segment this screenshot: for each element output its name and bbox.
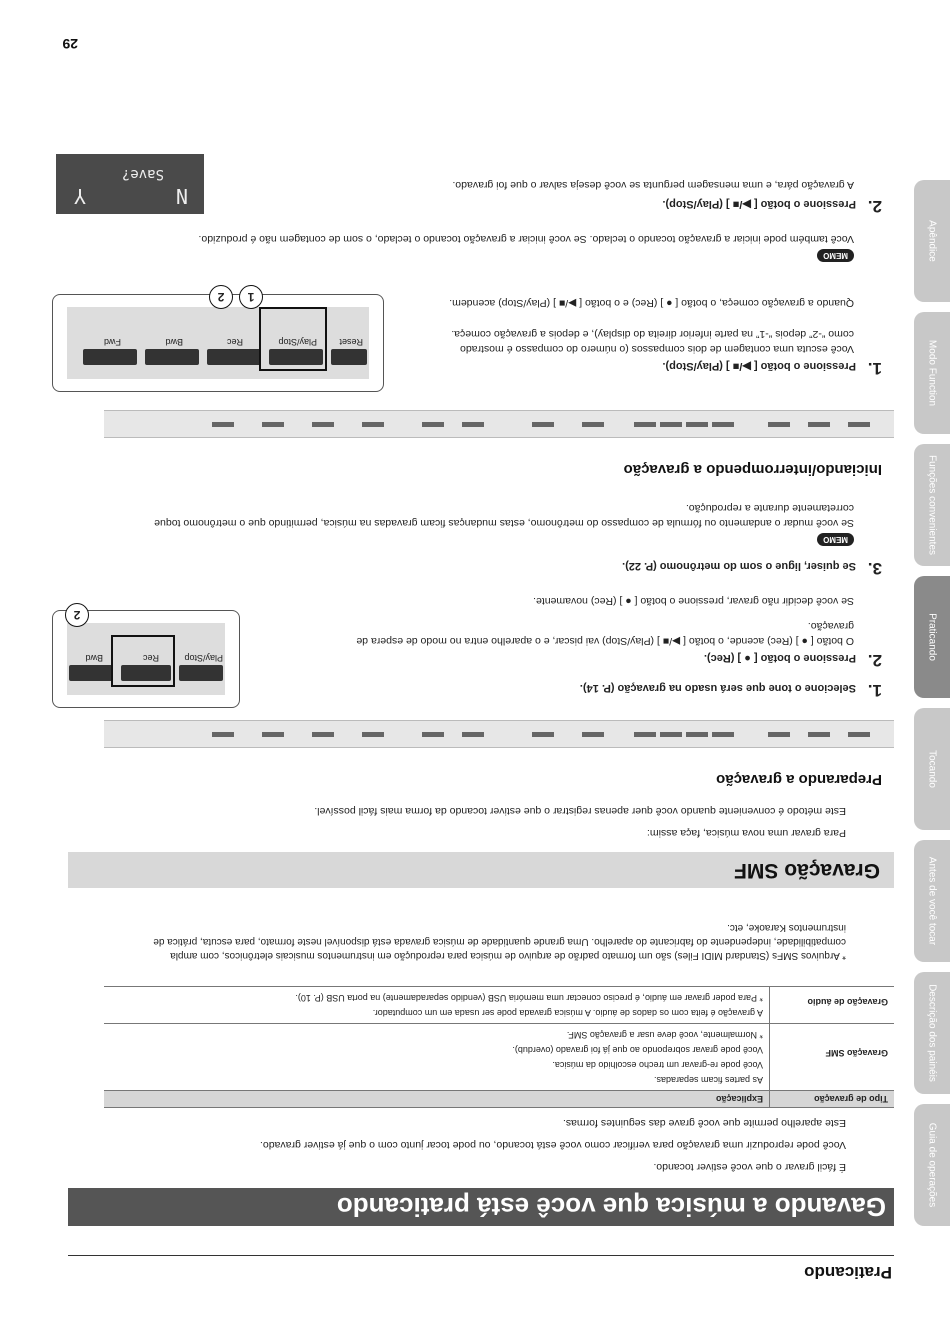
start-step-2: [552, 196, 882, 216]
play-stop-label: Play/Stop: [278, 337, 317, 347]
start-step-1-body2: Quando a gravação começa, o botão [ ● ] (Rec) e o botão [ ▶/■ ] (Play/Stop) acendem.: [449, 297, 854, 309]
prep-memo-badge: [817, 532, 854, 550]
side-tab-antes[interactable]: [914, 840, 950, 962]
prep-step-2: [552, 650, 882, 670]
step-number: 2.: [867, 651, 882, 670]
prep-callout: [52, 610, 240, 708]
prep-heading: Preparando a gravação: [716, 771, 882, 788]
recording-types-table: [104, 986, 894, 1108]
lcd-no-option: N: [175, 184, 188, 208]
side-tab-label: Descrição dos painéis: [926, 984, 938, 1082]
side-tab-label: Apêndice: [926, 220, 938, 262]
smf-footnote: * Arquivos SMFs (Standard MIDI Files) são um formato padrão de arquivo de música para reprodução em instrumentos musicais eletrônicos, com ampla compatibilidade, independente do fabricante do aparelho. Uma grande quantidade de música gravada está disponível neste formato, para escuta, prática de instrumentos Karaoke, etc.: [153, 922, 846, 961]
side-tab-label: Tocando: [926, 750, 938, 788]
rec-key[interactable]: [207, 349, 261, 365]
start-step-2-body: A gravação pára, e uma mensagem pergunta se você deseja salvar o que foi gravado.: [452, 179, 854, 191]
intro-line-3: Este aparelho permite que você grave das seguintes formas.: [562, 1117, 846, 1129]
side-tab-descricao[interactable]: [914, 972, 950, 1094]
step-text: Selecione o tone que será usado na gravação (P. 14).: [579, 682, 856, 694]
side-tab-guia[interactable]: [914, 1104, 950, 1226]
panel-button: [422, 422, 444, 427]
chapter-heading: Praticando: [804, 1263, 892, 1282]
side-tab-apendice[interactable]: [914, 180, 950, 302]
lcd-save-prompt: Save?: [121, 166, 164, 182]
panel-button: [312, 732, 334, 737]
side-tab-label: Modo Function: [926, 339, 938, 407]
reset-key[interactable]: [331, 349, 367, 365]
reset-label: Reset: [339, 337, 363, 347]
panel-strip-start: [104, 410, 894, 438]
smf-intro-line-2: Este método é conveniente quando você quer apenas registrar o que estiver tocando da forma mais fácil possível.: [314, 805, 846, 817]
explanation-line: * Normalmente, você deve usar a gravação SMF.: [566, 1030, 763, 1040]
side-tab-label: Antes de você tocar: [926, 856, 938, 946]
panel-button: [848, 732, 870, 737]
explanation-line: Você pode re-gravar um trecho escolhido da música.: [552, 1060, 763, 1070]
memo-badge: MEMO: [817, 249, 854, 262]
panel-button: [462, 422, 484, 427]
panel-button: [582, 422, 604, 427]
memo-badge: MEMO: [817, 533, 854, 546]
smf-section-title: Gravação SMF: [68, 852, 894, 888]
step-number: 3.: [867, 559, 882, 578]
explanation-line: Você pode gravar sobrepondo ao que já foi gravado (overdub).: [512, 1045, 763, 1055]
bwd-key[interactable]: [145, 349, 199, 365]
start-callout: [52, 290, 384, 392]
smf-intro-line-1: Para gravar uma nova música, faça assim:: [647, 827, 846, 839]
panel-strip-prep: [104, 720, 894, 748]
explanation-line: As partes ficam separadas.: [653, 1075, 763, 1085]
panel-button: [634, 732, 656, 737]
panel-button: [422, 732, 444, 737]
table-cell-explanation: [104, 1024, 770, 1091]
side-tab-label: Funções convenientes: [926, 454, 938, 556]
step-text: Pressione o botão [ ▶/■ ] (Play/Stop).: [662, 198, 856, 210]
side-tab-function[interactable]: [914, 312, 950, 434]
table-header-row: [104, 1091, 894, 1108]
lcd-yes-option: Y: [74, 184, 87, 208]
rec-label: Rec: [226, 337, 243, 347]
prep-memo-text: Se você mudar o andamento ou fórmula de compasso do metrônomo, estas mudanças ficam gravadas na música, permitindo que o metrônomo toque corretamente durante a reprodução.: [154, 502, 854, 529]
prep-step-2-body2: Se você decidir não gravar, pressione o botão [ ● ] (Rec) novamente.: [533, 595, 854, 607]
prep-step-2-body: O botão [ ● ] (Rec) acende, o botão [ ▶/■ ] (Play/Stop) vai piscar, e o aparelho entra no modo de espera de gravação.: [356, 620, 854, 647]
intro-line-2: Você pode reproduzir uma gravação para verificar como você está tocando, ou pode tocar junto com o que já estiver gravado.: [259, 1139, 846, 1151]
table-row: [104, 987, 894, 1024]
bwd-label: Bwd: [165, 337, 183, 347]
panel-button: [262, 732, 284, 737]
start-memo-text: Você também pode iniciar a gravação tocando o teclado. Se você iniciar a gravação tocando o teclado, o som de contagem não é produzido.: [198, 233, 854, 245]
side-tab-tocando[interactable]: [914, 708, 950, 830]
bwd-label: Bwd: [85, 653, 103, 663]
panel-button: [212, 732, 234, 737]
table-header: Tipo de gravação: [770, 1091, 895, 1108]
panel-button: [768, 732, 790, 737]
panel-button: [660, 732, 682, 737]
fwd-label: Fwd: [103, 337, 121, 347]
table-cell-mode: Gravação SMF: [770, 1024, 895, 1091]
start-step-1: [552, 358, 882, 378]
side-tab-label: Praticando: [926, 613, 938, 661]
callout-number-2: 2: [209, 285, 233, 309]
panel-button: [634, 422, 656, 427]
header-rule: [68, 1255, 894, 1256]
panel-button: [532, 732, 554, 737]
intro-line-1: É fácil gravar o que você estiver tocando.: [653, 1161, 846, 1173]
step-number: 1.: [867, 359, 882, 378]
step-text: Pressione o botão [ ● ] (Rec).: [703, 652, 856, 664]
step-text: Se quiser, ligue o som do metrônomo (P. 22).: [622, 560, 856, 572]
play-stop-label: Play/Stop: [184, 653, 223, 663]
side-tab-funcoes[interactable]: [914, 444, 950, 566]
panel-button: [312, 422, 334, 427]
play-stop-key[interactable]: [179, 665, 223, 681]
table-header: Explicação: [104, 1091, 770, 1108]
side-tab-praticando[interactable]: [914, 576, 950, 698]
prep-step-3: [552, 558, 882, 578]
table-cell-explanation: [104, 987, 770, 1024]
prep-step-1: [552, 680, 882, 700]
start-memo-badge: [817, 248, 854, 266]
lcd-display: [56, 154, 204, 214]
panel-button: [212, 422, 234, 427]
start-step-1-body: Você escuta uma contagem de dois compassos (o número do compasso é mostrado como “-2” depois “-1” na parte inferior direita do display), e depois a gravação começa.: [451, 328, 854, 355]
panel-button: [362, 422, 384, 427]
panel-button: [686, 422, 708, 427]
panel-button: [808, 422, 830, 427]
panel-button: [712, 422, 734, 427]
side-tab-label: Guia de operações: [926, 1122, 938, 1208]
bwd-key[interactable]: [69, 665, 113, 681]
table-row: [104, 1024, 894, 1091]
panel-button: [362, 732, 384, 737]
fwd-key[interactable]: [83, 349, 137, 365]
panel-button: [462, 732, 484, 737]
panel-button: [768, 422, 790, 427]
panel-button: [712, 732, 734, 737]
panel-button: [848, 422, 870, 427]
step-text: Pressione o botão [ ▶/■ ] (Play/Stop).: [662, 360, 856, 372]
callout-number-1: 1: [239, 285, 263, 309]
highlight-box: [259, 307, 327, 371]
rec-label: Rec: [142, 653, 159, 663]
start-heading: Iniciando/interrompendo a gravação: [623, 461, 882, 478]
page-title: Gavando a música que você está praticando: [68, 1188, 894, 1226]
callout-number: 2: [65, 603, 89, 627]
panel-button: [686, 732, 708, 737]
highlight-box: [111, 635, 175, 687]
explanation-line: * Para poder gravar em áudio, é preciso conectar uma memória USB (vendido separadamente) na porta USB (P. 10).: [295, 993, 763, 1003]
panel-button: [582, 732, 604, 737]
panel-button: [660, 422, 682, 427]
panel-button: [532, 422, 554, 427]
explanation-line: A gravação é feita com os dados de áudio. A música gravada pode ser usada em um computador.: [372, 1008, 763, 1018]
page-number: 29: [62, 36, 78, 52]
panel-button: [262, 422, 284, 427]
table-cell-mode: Gravação de áudio: [770, 987, 895, 1024]
step-number: 1.: [867, 681, 882, 700]
panel-button: [808, 732, 830, 737]
step-number: 2.: [867, 197, 882, 216]
